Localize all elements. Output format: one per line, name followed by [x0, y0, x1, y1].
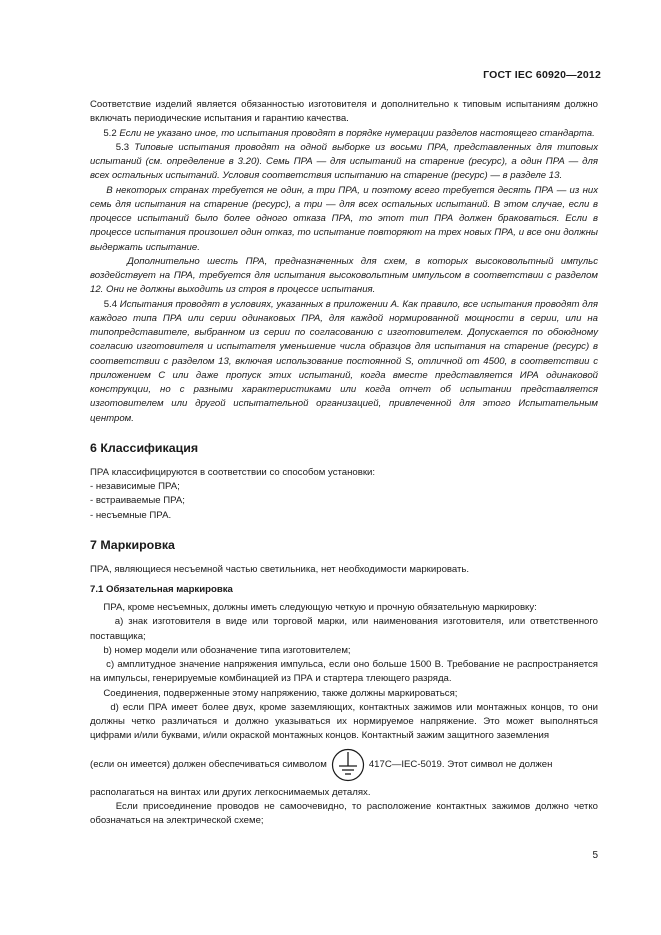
marking-item-a-text: а) знак изготовителя в виде или торговой марки, или наименования изготовителя, или ответственного поставщика; [90, 616, 599, 642]
symbol-text-before: (если он имеется) должен обеспечиваться символом [90, 759, 327, 770]
classification-item-3: - несъемные ПРА. [90, 509, 172, 521]
classification-list [90, 466, 598, 523]
classification-lead: ПРА классифицируются в соответствии со способом установки: [90, 466, 376, 478]
marking-lead: ПРА, являющиеся несъемной частью светильника, нет необходимости маркировать. [90, 563, 470, 575]
clause-5-4-number: 5.4 [103, 298, 118, 310]
clause-5-2 [90, 127, 598, 141]
page-content [90, 98, 598, 828]
clause-5-3 [90, 141, 598, 184]
marking-item-c [90, 658, 598, 687]
marking-item-d [90, 701, 598, 744]
marking-item-b-text: b) номер модели или обозначение типа изготовителем; [103, 644, 351, 656]
clause-5-3-p2-text: В некоторых странах требуется не один, а три ПРА, и поэтому всего требуется десять ПРА — из них семь для испытания на старение (ресурс), а три — для всех остальных испытаний. В этом случае, если в процессе испытаний было более одного отказа ПРА, то этот тип ПРА должен браковаться. Если в процессе испытания произошел один отказ, то испытание повторяют на трех новых ПРА, и все они должны выдержать испытание. [90, 184, 598, 253]
classification-item-2: - встраиваемые ПРА; [90, 495, 185, 507]
marking-item-b [90, 644, 598, 658]
protective-earth-icon [331, 748, 365, 782]
clause-5-4 [90, 298, 598, 426]
clause-5-4-text: Испытания проводят в условиях, указанных в приложении А. Как правило, все испытания проводят для каждого типа ПРА или серии одинаковых ПРА, для каждой нормированной мощности в серии, или на типопредставителе, выбранном из серии по согласованию с изготовителем. Допускается по обоюдному согласию изготовителя и испытателя уменьшение числа образцов для испытания на старение (ресурс) в соответствии с разделом 13, включая использование постоянной S, отличной от 4500, в соответствии с приложением С или даже пропуск этих испытаний, когда вместе представляется ИРА одинаковой конструкции, но с разными характеристиками или когда отчет об испытании представляется изготовителем или другой испытательной организацией, привлеченной для этого Испытательным центром. [90, 298, 599, 424]
marking-item-c-text: с) амплитудное значение напряжения импульса, если оно больше 1500 В. Требование не распространяется на импульсы, генерируемые комбинацией из ПРА и стартера тлеющего разряда. [90, 659, 598, 685]
clause-5-2-number: 5.2 [103, 127, 117, 139]
symbol-text-after: 417С—IEC-5019. Этот символ не должен [368, 759, 553, 770]
terminal-location-text: Если присоединение проводов не самоочевидно, то расположение контактных зажимов должно четко обозначаться на электрической схеме; [90, 800, 598, 826]
standard-header: ГОСТ IEC 60920—2012 [483, 69, 601, 81]
classification-item-1: - независимые ПРА; [90, 481, 180, 492]
marking-connections [90, 687, 598, 701]
section-7-title: 7 Маркировка [90, 537, 175, 552]
marking-item-d-text: d) если ПРА имеет более двух, кроме заземляющих, контактных зажимов или монтажных концов, то они должны четко различаться и должно указываться их нормируемое напряжение. Это может выполняться цифрами и/или буквами, и/или окраской монтажных концов. Контактный зажим защитного заземления [90, 701, 598, 742]
intro-paragraph: Соответствие изделий является обязанностью изготовителя и дополнительно к типовым испытаниям должно включать периодические испытания и гарантию качества. [90, 99, 598, 125]
page-number: 5 [592, 850, 598, 861]
clause-5-3-paragraph-2 [90, 184, 598, 255]
subsection-7-1-title: 7.1 Обязательная маркировка [90, 584, 233, 595]
earth-symbol-line [90, 746, 598, 784]
clause-5-2-text: Если не указано иное, то испытания проводят в порядке нумерации разделов настоящего стандарта. [119, 127, 595, 139]
terminal-location-paragraph [90, 800, 598, 829]
clause-5-3-text: Типовые испытания проводят на одной выборке из восьми ПРА, представленных для типовых испытаний (см. определение в 3.20). Семь ПРА — для испытаний на старение (ресурс), а один ПРА — для всех остальных испытаний. Условия соответствия испытанию на старение (ресурс) — в разделе 13. [90, 141, 599, 182]
marking-item-a [90, 615, 598, 644]
section-6-title: 6 Классификация [90, 440, 199, 455]
clause-5-3-p3-text: Дополнительно шесть ПРА, предназначенных для схем, в которых высоковольтный импульс воздействует на ПРА, требуется для испытания высоковольтным импульсом в соответствии с разделом 12. Они не должны выходить из строя в процессе испытания. [90, 255, 598, 296]
marking-intro [90, 601, 598, 615]
symbol-continuation: располагаться на винтах или других легкоснимаемых деталях. [90, 786, 371, 798]
marking-connections-text: Соединения, подверженные этому напряжению, также должны маркироваться; [103, 687, 458, 699]
clause-5-3-number: 5.3 [115, 141, 130, 153]
marking-intro-text: ПРА, кроме несъемных, должны иметь следующую четкую и прочную обязательную маркировку: [103, 602, 537, 613]
clause-5-3-paragraph-3 [90, 255, 598, 298]
